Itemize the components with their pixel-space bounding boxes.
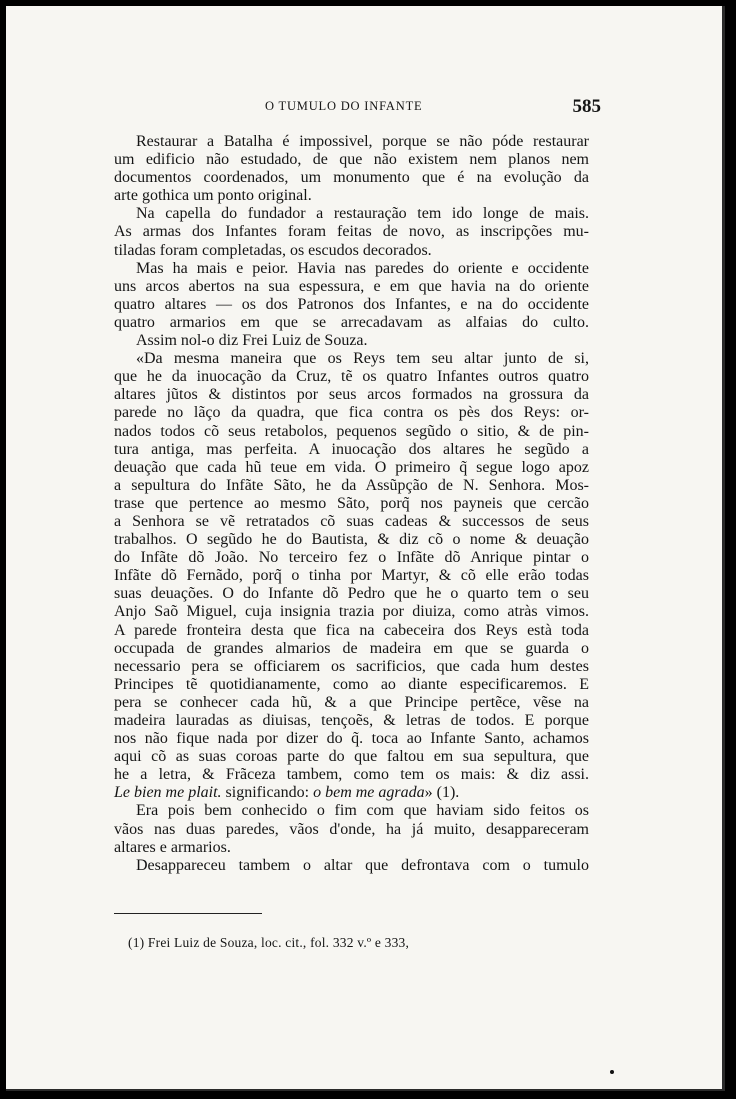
- text-line: uns arcos abertos na sua espessura, e em que havia na do oriente: [114, 277, 589, 295]
- text-line: pera se conhecer cada hũ, & a que Principe pertẽce, vẽse na: [114, 693, 589, 711]
- text-line: quatro armarios em que se arrecadavam as alfaias do culto.: [114, 313, 589, 331]
- text-line: Infãte dõ Fernãdo, porq̃ o tinha por Martyr, & cõ elle erão todas: [114, 567, 589, 585]
- page-number: 585: [572, 96, 601, 117]
- print-speck: [610, 1070, 614, 1074]
- text-line: Assim nol-o diz Frei Luiz de Souza.: [136, 332, 368, 350]
- footnote: (1) Frei Luiz de Souza, loc. cit., fol. 332 v.º e 333,: [128, 935, 410, 950]
- text-line: A parede fronteira desta que fica na cabeceira dos Reys està toda: [114, 621, 589, 639]
- text-line: trabalhos. O segũdo he do Bautista, & diz cõ o nome & deuação: [114, 531, 589, 549]
- text-line: Era pois bem conhecido o fim com que haviam sido feitos os: [136, 802, 589, 820]
- running-title: O TUMULO DO INFANTE: [265, 99, 423, 113]
- text-line: a Senhora se vẽ retratados cõ suas cadeas & successos de seus: [114, 512, 589, 530]
- text-line: he a letra, & Frãceza tambem, como tem os mais: & diz assi.: [114, 766, 589, 784]
- text-line: suas deuações. O do Infante dõ Pedro que he o quarto tem o seu: [114, 585, 589, 603]
- text-line: aqui cõ as suas coroas parte do que faltou em sua sepultura, que: [114, 748, 589, 766]
- text-line: Na capella do fundador a restauração tem ido longe de mais.: [136, 205, 589, 223]
- text-line: As armas dos Infantes foram feitas de novo, as inscripções mu-: [114, 223, 589, 241]
- text-line: a sepultura do Infãte Sãto, he da Assũpção de N. Senhora. Mos-: [114, 476, 589, 494]
- text-line: nos não fique nada por dizer do q̃. toca ao Infante Santo, achamos: [114, 730, 589, 748]
- text-line: Principes tẽ quotidianamente, como ao diante especificaremos. E: [114, 675, 589, 693]
- text-line: Mas ha mais e peior. Havia nas paredes do oriente e occidente: [136, 259, 589, 277]
- text-line: necessario pera se officiarem os sacrificios, que cada hum destes: [114, 657, 589, 675]
- text-line: altares jũtos & distintos por seus arcos formados na grossura da: [114, 386, 589, 404]
- text-line: trase que pertence ao mesmo Sãto, porq̃ nos payneis que cercão: [114, 494, 589, 512]
- motto-translation: o bem me agrada: [313, 784, 425, 802]
- motto-french: Le bien me plait.: [114, 784, 222, 802]
- book-page: [6, 6, 725, 1091]
- text-line: parede no lãço da quadra, que fica contra os pès dos Reys: or-: [114, 404, 589, 422]
- text-line: documentos coordenados, um monumento que é na evolução da: [114, 169, 589, 187]
- text-line: madeira lauradas as diuisas, tençoẽs, & letras de todos. E porque: [114, 712, 589, 729]
- text-line: Restaurar a Batalha é impossivel, porque se não póde restaurar: [136, 133, 589, 150]
- running-head: [114, 96, 601, 120]
- text-line: «Da mesma maneira que os Reys tem seu altar junto de si,: [136, 350, 589, 368]
- text-line: Le bien me plait. significando: o bem me agrada» (1).: [114, 784, 460, 802]
- text-line: que he da inuocação da Cruz, tẽ os quatro Infantes outros quatro: [114, 368, 589, 386]
- text-line: do Infãte dõ João. No terceiro fez o Infãte dõ Anrique pintar o: [114, 549, 589, 567]
- text-line: um edificio não estudado, de que não existem nem planos nem: [114, 151, 589, 169]
- body-text: [114, 133, 589, 875]
- text-line: vãos nas duas paredes, vãos d'onde, ha já muito, desappareceram: [114, 820, 589, 838]
- text-line: nados todos cõ seus retabolos, pequenos segũdo o sitio, & de pin-: [114, 422, 589, 440]
- text-line: deuação que cada hũ teue em vida. O primeiro q̃ segue logo apoz: [114, 458, 589, 476]
- text-line: quatro altares — os dos Patronos dos Infantes, e na do occidente: [114, 295, 589, 313]
- text-line: Anjo Saõ Miguel, cuja insignia trazia por diuiza, como atràs vimos.: [114, 603, 589, 621]
- text-line: occupada de grandes almarios de madeira em que se guarda o: [114, 639, 589, 657]
- text-line: arte gothica um ponto original.: [114, 187, 312, 205]
- text-line: Desappareceu tambem o altar que defrontava com o tumulo: [136, 856, 589, 874]
- text-line: tiladas foram completadas, os escudos decorados.: [114, 241, 432, 259]
- text-line: tura antiga, mas perfeita. A inuocação dos altares he segũdo a: [114, 440, 589, 458]
- text-line: altares e armarios.: [114, 838, 231, 856]
- footnote-rule: [114, 913, 262, 914]
